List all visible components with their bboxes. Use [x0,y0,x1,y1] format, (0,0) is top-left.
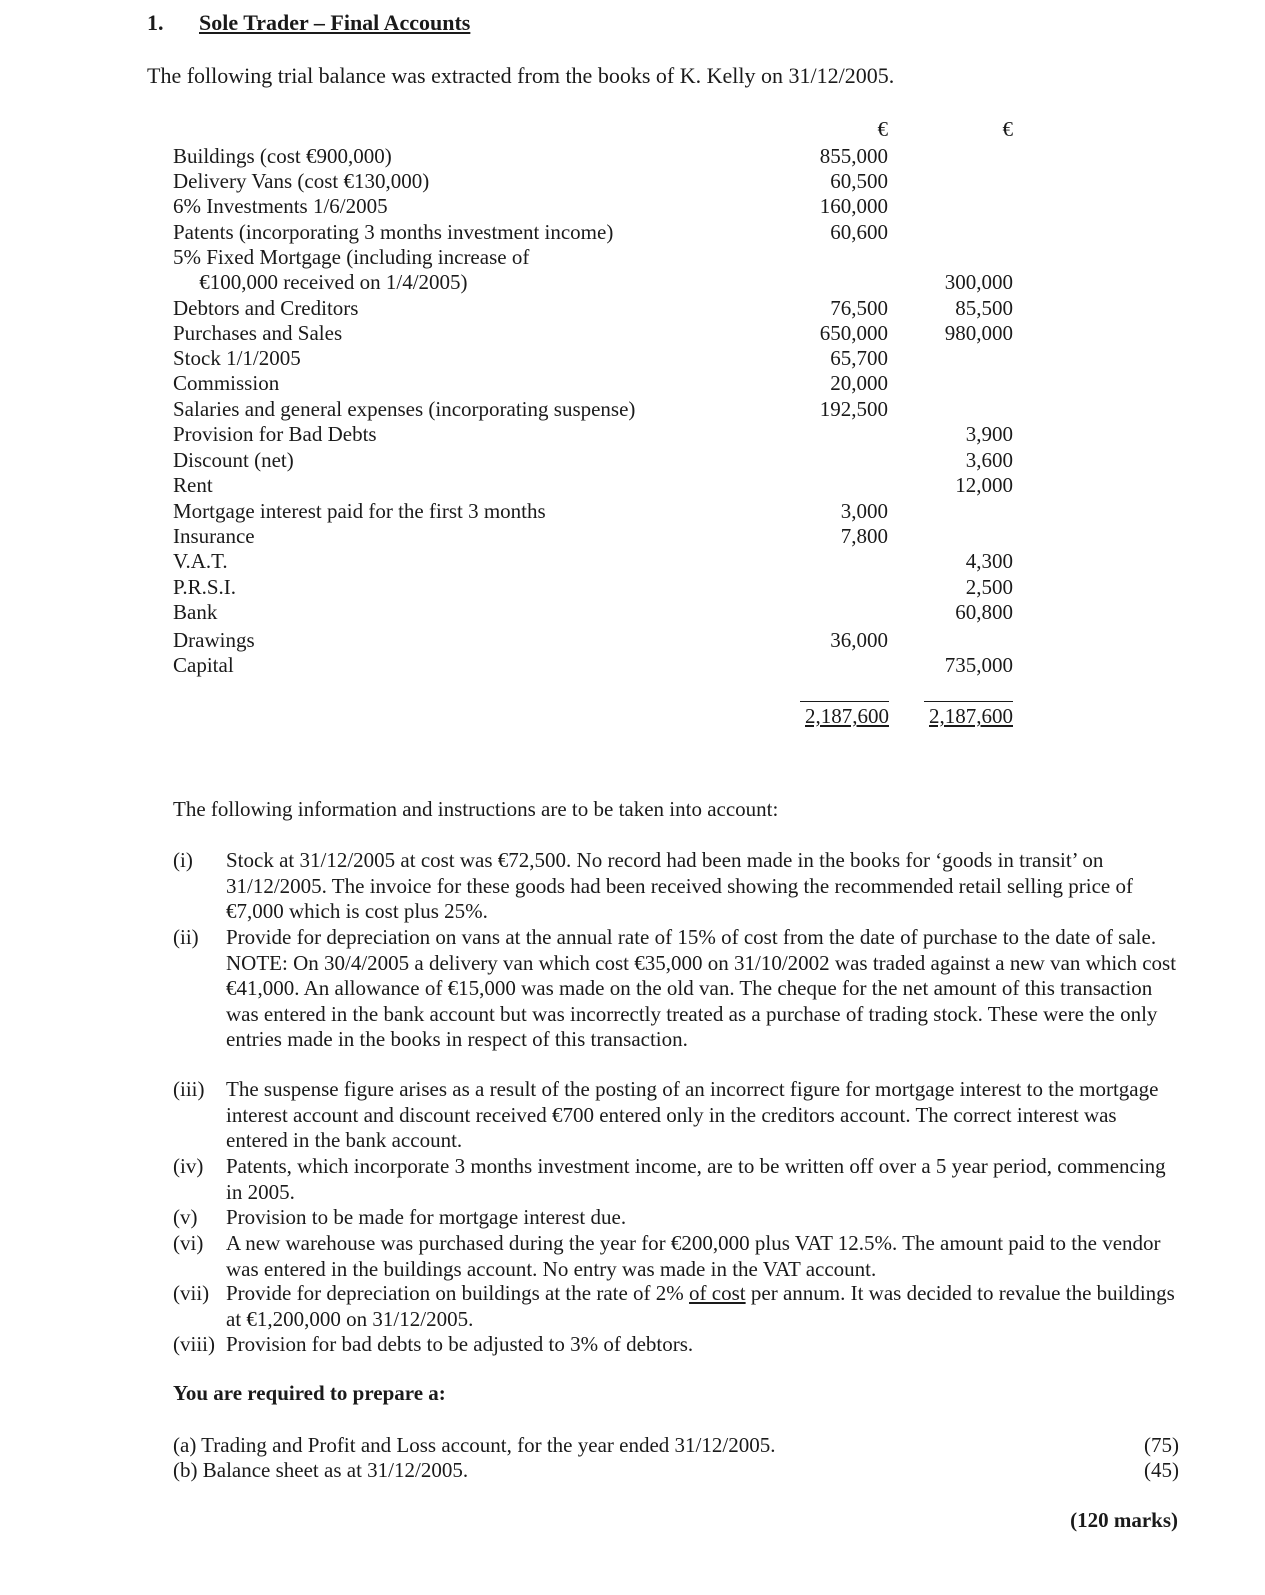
tb-row-credit: 60,800 [955,600,1013,624]
tb-row-label: Mortgage interest paid for the first 3 months [173,499,546,523]
tb-row-label: Buildings (cost €900,000) [173,144,392,168]
tb-row-debit: 36,000 [830,628,888,652]
required-part-marks: (45) [1144,1458,1179,1482]
tb-row [0,270,1265,296]
tb-row [0,296,1265,322]
tb-row-debit: 192,500 [819,397,888,421]
tb-row-debit: 60,500 [830,169,888,193]
tb-row-debit: 76,500 [830,296,888,320]
tb-row [0,245,1265,271]
tb-row-label: Purchases and Sales [173,321,343,345]
required-part-text: (b) Balance sheet as at 31/12/2005. [173,1458,469,1482]
credit-currency-header: € [1002,117,1013,141]
tb-row-label: Bank [173,600,218,624]
tb-row-debit: 160,000 [819,194,888,218]
note-text: Stock at 31/12/2005 at cost was €72,500. No record had been made in the books for ‘goods in transit’ on 31/12/2005. The invoice for these goods had been received showing the recommended retail selling price of €7,000 which is cost plus 25%. [226,848,1133,923]
tb-row [0,575,1265,601]
tb-row [0,473,1265,499]
debit-currency-header: € [877,117,888,141]
note-label: (viii) [173,1332,215,1356]
note-text-part: Provide for depreciation on buildings at the rate of 2% [226,1281,690,1305]
tb-row [0,448,1265,474]
required-part-marks: (75) [1144,1433,1179,1457]
tb-row-label: Rent [173,473,213,497]
tb-row [0,321,1265,347]
note-label: (vi) [173,1231,204,1255]
note-subtext: NOTE: On 30/4/2005 a delivery van which cost €35,000 on 31/10/2002 was traded against a new van which cost €41,000. An allowance of €15,000 was made on the old van. The cheque for the net amount of this transaction was entered in the bank account but was incorrectly treated as a purchase of trading stock. These were the only entries made in the books in respect of this transaction. [226,950,1177,1051]
debit-total: 2,187,600 [805,704,889,728]
tb-row-label: 5% Fixed Mortgage (including increase of [173,245,530,269]
note-item [173,848,1183,925]
tb-row [0,169,1265,195]
note-item [173,925,1183,1053]
debit-total-rule [800,701,889,702]
intro-text: The following trial balance was extracted from the books of K. Kelly on 31/12/2005. [147,63,895,88]
tb-row-debit: 65,700 [830,346,888,370]
tb-row-label: Salaries and general expenses (incorporating suspense) [173,397,636,421]
note-label: (vii) [173,1281,210,1305]
tb-row-debit: 20,000 [830,371,888,395]
note-label: (ii) [173,925,199,949]
tb-row-credit: 980,000 [944,321,1013,345]
question-title: Sole Trader – Final Accounts [199,10,471,35]
tb-row-label: Drawings [173,628,255,652]
note-text-part: per annum. It was decided to revalue the buildings at €1,200,000 on 31/12/2005. [226,1281,1175,1331]
note-item [173,1205,1183,1231]
credit-total: 2,187,600 [929,704,1013,728]
tb-row-label: Stock 1/1/2005 [173,346,301,370]
tb-row-label: Provision for Bad Debts [173,422,377,446]
tb-row-credit: 2,500 [965,575,1013,599]
tb-row-debit: 60,600 [830,220,888,244]
tb-row-label: Commission [173,371,280,395]
note-item [173,1231,1183,1282]
tb-row-credit: 85,500 [955,296,1013,320]
tb-row-label: Insurance [173,524,255,548]
tb-row [0,194,1265,220]
tb-row [0,422,1265,448]
note-text-underlined: of cost [689,1281,746,1305]
note-text: The suspense figure arises as a result of the posting of an incorrect figure for mortgage interest to the mortgage interest account and discount received €700 entered only in the creditors account. The correct interest was entered in the bank account. [226,1077,1159,1152]
tb-row-label: Patents (incorporating 3 months investment income) [173,220,614,244]
note-text: A new warehouse was purchased during the year for €200,000 plus VAT 12.5%. The amount paid to the vendor was entered in the buildings account. No entry was made in the VAT account. [226,1231,1161,1281]
tb-row [0,346,1265,372]
tb-row-credit: 4,300 [965,549,1013,573]
tb-row [0,371,1265,397]
tb-row-debit: 7,800 [840,524,888,548]
tb-row [0,653,1265,679]
tb-row-label: €100,000 received on 1/4/2005) [173,270,468,294]
tb-row [0,499,1265,525]
tb-row-credit: 735,000 [944,653,1013,677]
note-item [173,1154,1183,1205]
note-text: Provide for depreciation on vans at the annual rate of 15% of cost from the date of purchase to the date of sale. [226,925,1157,949]
note-item [173,1332,1183,1358]
tb-row [0,524,1265,550]
required-part [173,1458,1179,1484]
note-label: (v) [173,1205,198,1229]
tb-row-label: P.R.S.I. [173,575,237,599]
note-text: Provision to be made for mortgage interest due. [226,1205,627,1229]
tb-row-credit: 12,000 [955,473,1013,497]
tb-row [0,397,1265,423]
note-text: Provision for bad debts to be adjusted to 3% of debtors. [226,1332,694,1356]
note-label: (iv) [173,1154,204,1178]
tb-row [0,549,1265,575]
credit-total-rule [924,701,1013,702]
required-part-text: (a) Trading and Profit and Loss account, for the year ended 31/12/2005. [173,1433,776,1457]
note-text: Patents, which incorporate 3 months investment income, are to be written off over a 5 year period, commencing in 2005. [226,1154,1166,1204]
required-part [173,1433,1179,1459]
note-item [173,1281,1183,1332]
tb-row [0,600,1265,626]
note-label: (iii) [173,1077,205,1101]
tb-row-label: V.A.T. [173,549,228,573]
tb-row-label: 6% Investments 1/6/2005 [173,194,388,218]
note-item [173,1077,1183,1154]
tb-row-label: Discount (net) [173,448,294,472]
tb-row-label: Delivery Vans (cost €130,000) [173,169,430,193]
note-label: (i) [173,848,193,872]
tb-row-label: Debtors and Creditors [173,296,359,320]
tb-row [0,144,1265,170]
info-heading: The following information and instructions are to be taken into account: [173,797,779,821]
required-heading: You are required to prepare a: [173,1381,446,1405]
tb-row-credit: 3,900 [965,422,1013,446]
total-marks: (120 marks) [1070,1508,1178,1532]
tb-row [0,220,1265,246]
question-number: 1. [147,10,164,35]
tb-row [0,628,1265,654]
tb-row-credit: 3,600 [965,448,1013,472]
note-text [226,1281,1183,1332]
tb-row-debit: 855,000 [819,144,888,168]
tb-row-credit: 300,000 [944,270,1013,294]
tb-row-debit: 3,000 [840,499,888,523]
tb-row-debit: 650,000 [819,321,888,345]
tb-row-label: Capital [173,653,234,677]
